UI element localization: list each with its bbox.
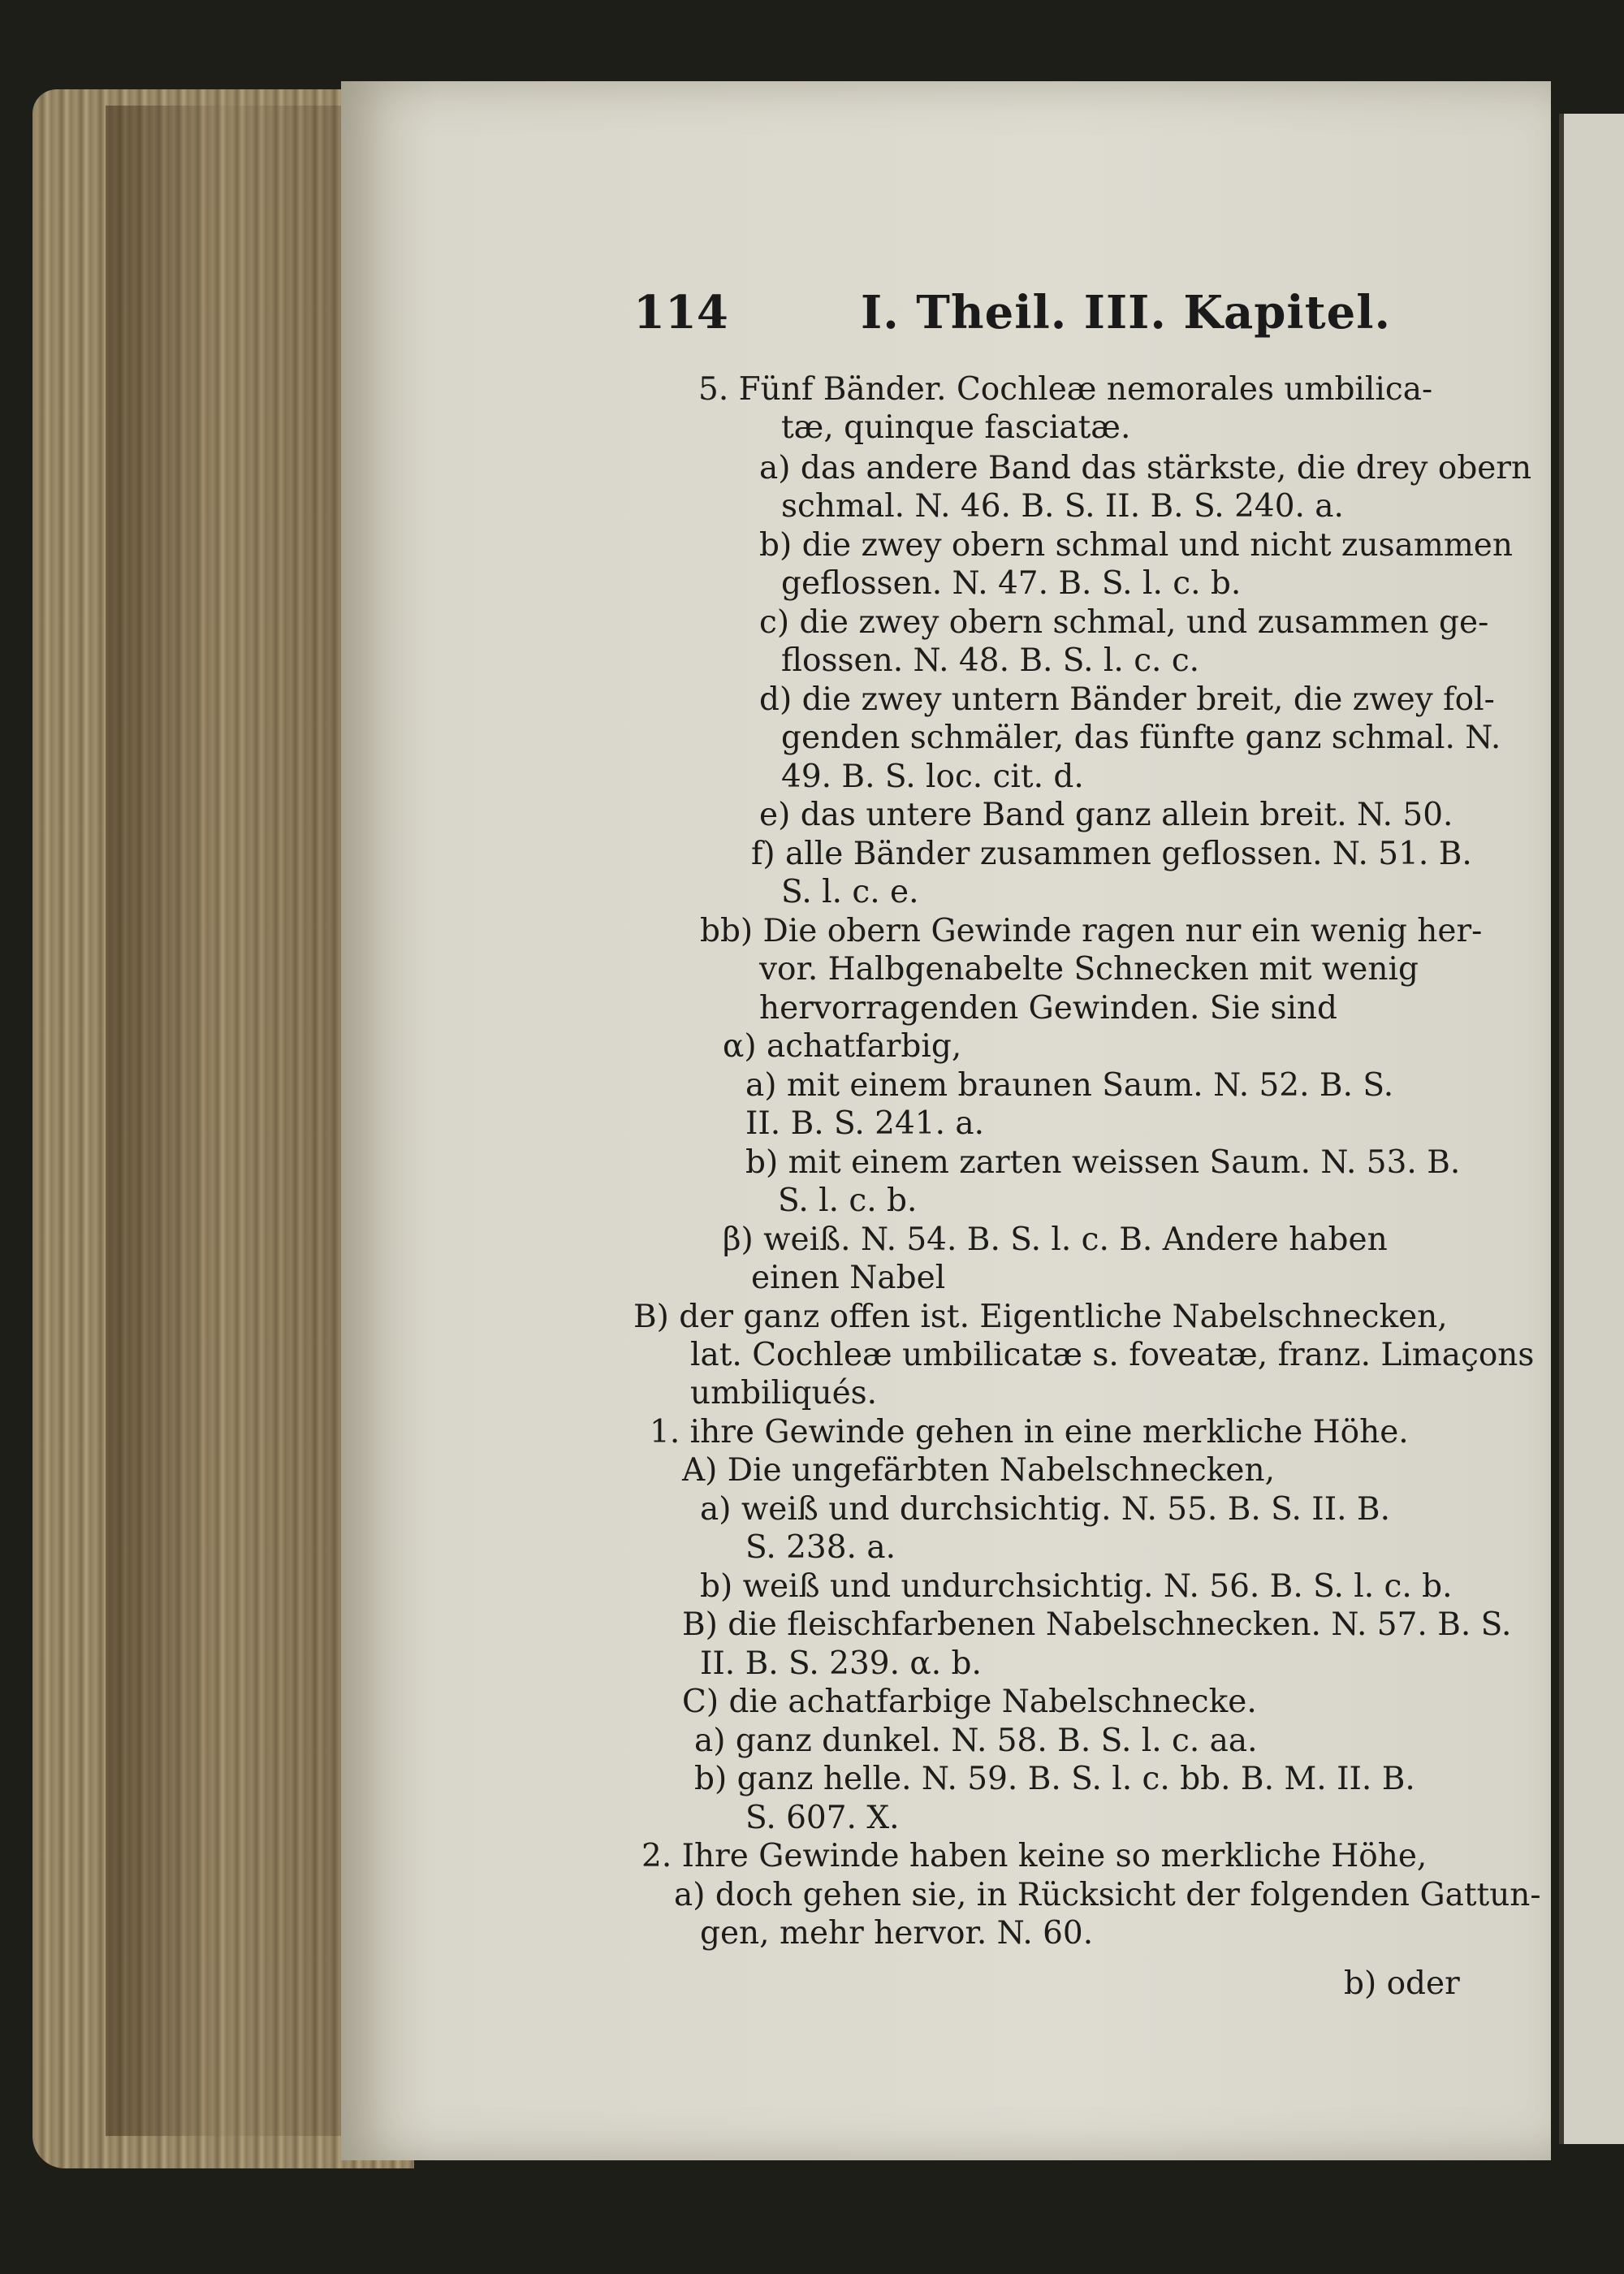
text-line: genden schmäler, das fünfte ganz schmal. N. [781, 720, 1501, 756]
text-line: A) Die ungefärbten Nabelschnecken, [682, 1452, 1275, 1489]
page-header [633, 286, 1478, 343]
text-line: 5. Fünf Bänder. Cochleæ nemorales umbilica- [698, 371, 1433, 408]
text-line: α) achatfarbig, [723, 1028, 962, 1065]
text-line: II. B. S. 239. α. b. [700, 1645, 982, 1682]
running-head: I. Theil. III. Kapitel. [861, 286, 1391, 339]
text-line: bb) Die obern Gewinde ragen nur ein wenig her- [700, 913, 1483, 949]
text-line: einen Nabel [751, 1260, 946, 1296]
text-line: II. B. S. 241. a. [745, 1105, 985, 1142]
text-line: gen, mehr hervor. N. 60. [700, 1915, 1094, 1952]
text-line: 1. ihre Gewinde gehen in eine merkliche Höhe. [650, 1414, 1409, 1450]
text-line: B) der ganz offen ist. Eigentliche Nabelschnecken, [633, 1299, 1448, 1335]
text-line: a) das andere Band das stärkste, die drey obern [759, 450, 1532, 486]
text-line: 2. Ihre Gewinde haben keine so merkliche Höhe, [641, 1838, 1427, 1874]
text-line: b) weiß und undurchsichtig. N. 56. B. S. l. c. b. [700, 1568, 1453, 1605]
text-line: schmal. N. 46. B. S. II. B. S. 240. a. [781, 488, 1344, 525]
text-line: S. l. c. e. [781, 874, 919, 910]
text-line: S. l. c. b. [778, 1182, 918, 1219]
text-line: β) weiß. N. 54. B. S. l. c. B. Andere haben [723, 1221, 1388, 1258]
text-line: a) doch gehen sie, in Rücksicht der folgenden Gattun- [674, 1877, 1541, 1913]
text-line: flossen. N. 48. B. S. l. c. c. [781, 642, 1200, 679]
text-line: a) ganz dunkel. N. 58. B. S. l. c. aa. [694, 1723, 1258, 1759]
text-line: geflossen. N. 47. B. S. l. c. b. [781, 565, 1242, 602]
text-line: f) alle Bänder zusammen geflossen. N. 51. B. [751, 836, 1472, 872]
text-line: a) mit einem braunen Saum. N. 52. B. S. [745, 1067, 1394, 1104]
text-line: e) das untere Band ganz allein breit. N. 50. [759, 797, 1453, 833]
page-number: 114 [633, 286, 728, 339]
text-line: b) ganz helle. N. 59. B. S. l. c. bb. B. M. II. B. [694, 1761, 1415, 1797]
text-line: hervorragenden Gewinden. Sie sind [759, 990, 1338, 1027]
text-line: B) die fleischfarbenen Nabelschnecken. N. 57. B. S. [682, 1606, 1512, 1643]
text-line: S. 238. a. [745, 1529, 896, 1566]
text-line: umbiliqués. [690, 1375, 878, 1412]
text-line: b) die zwey obern schmal und nicht zusammen [759, 527, 1514, 564]
text-line: S. 607. X. [745, 1800, 900, 1836]
text-line: a) weiß und durchsichtig. N. 55. B. S. II. B. [700, 1491, 1390, 1528]
text-line: tæ, quinque fasciatæ. [781, 409, 1131, 446]
text-line: vor. Halbgenabelte Schnecken mit wenig [759, 951, 1419, 988]
text-line: C) die achatfarbige Nabelschnecke. [682, 1684, 1257, 1720]
facing-page-edge [1559, 114, 1624, 2144]
catchword: b) oder [1344, 1965, 1460, 2002]
text-line: d) die zwey untern Bänder breit, die zwey fol- [759, 681, 1495, 718]
text-line: lat. Cochleæ umbilicatæ s. foveatæ, franz. Limaçons [690, 1337, 1535, 1373]
text-line: c) die zwey obern schmal, und zusammen ge- [759, 604, 1489, 641]
text-line: 49. B. S. loc. cit. d. [781, 759, 1084, 795]
text-line: b) mit einem zarten weissen Saum. N. 53. B. [745, 1144, 1461, 1181]
